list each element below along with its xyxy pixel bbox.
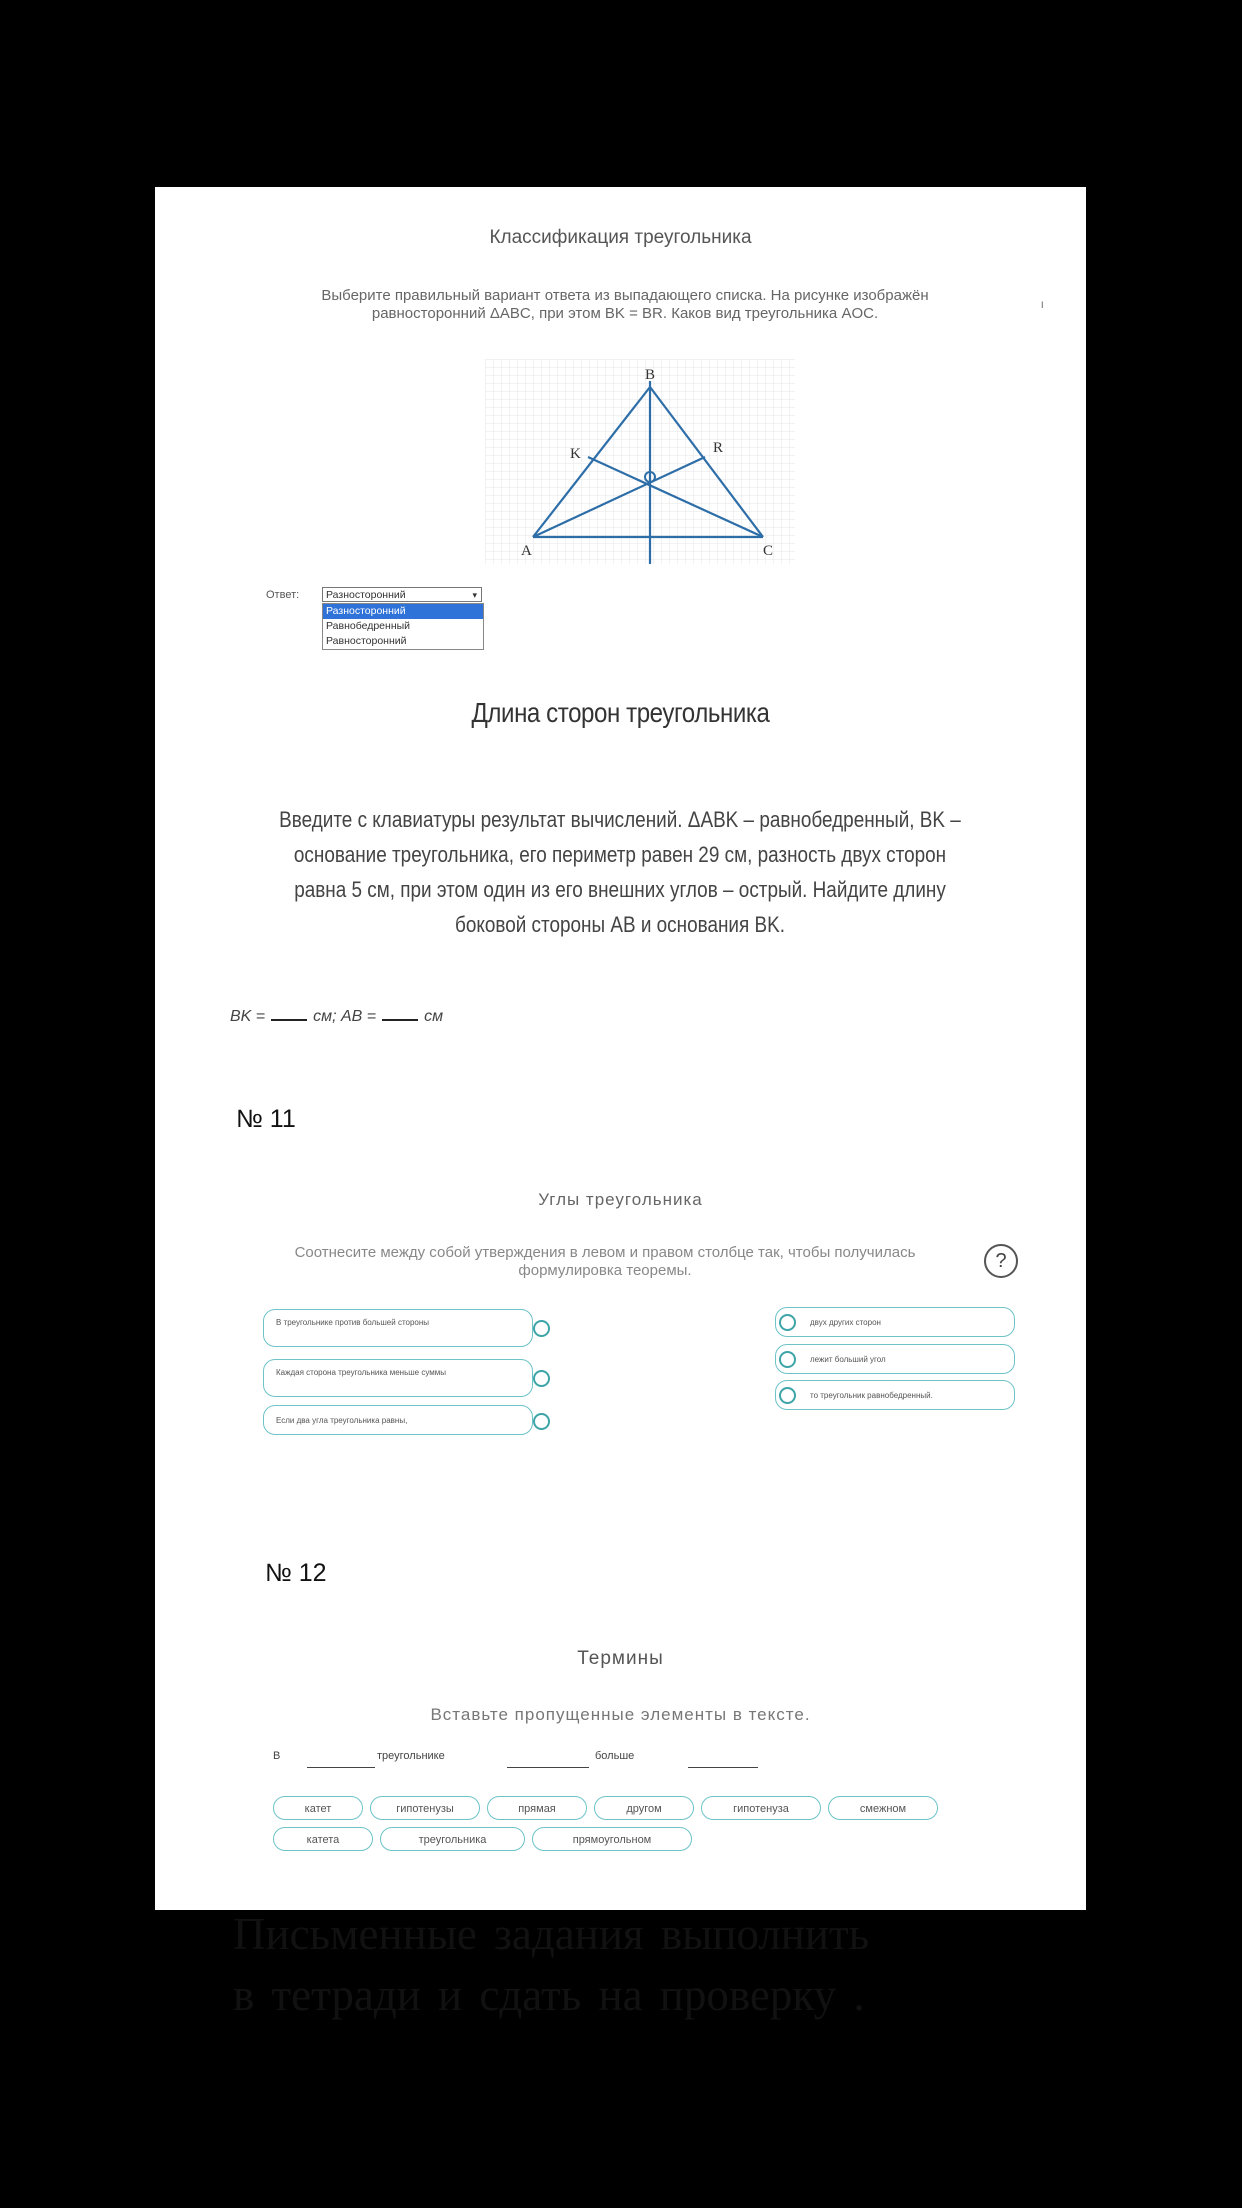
sentence-word: больше	[595, 1750, 635, 1762]
dropdown-option[interactable]: Равнобедренный	[326, 620, 411, 632]
bk-label: BK =	[230, 1008, 266, 1025]
classification-question: Выберите правильный вариант ответа из выпадающего списка. На рисунке изображён равносторонний ΔABC, при этом BK = BR. Каков вид треугольника AOC.	[321, 287, 929, 322]
dropdown-option[interactable]: Разносторонний	[323, 604, 483, 619]
right-statement-card[interactable]: то треугольник равнобедренный.	[775, 1380, 1015, 1410]
sides-answer-row	[230, 1008, 443, 1026]
bk-input[interactable]	[271, 1019, 307, 1021]
right-statement-card[interactable]: лежит больший угол	[775, 1344, 1015, 1374]
task-12-title: Термины	[577, 1648, 664, 1669]
label-c: C	[763, 543, 774, 559]
left-statement-card[interactable]: Если два угла треугольника равны,	[263, 1405, 533, 1435]
term-chip[interactable]: гипотенузы	[370, 1796, 480, 1820]
task-12-question: Вставьте пропущенные элементы в тексте.	[430, 1705, 811, 1724]
term-chip[interactable]: другом	[594, 1796, 694, 1820]
classification-title: Классификация треугольника	[489, 227, 752, 248]
page-sheet	[155, 187, 1086, 2020]
help-icon[interactable]: ?	[984, 1244, 1018, 1278]
triangle-figure	[485, 359, 795, 564]
sentence-word: треугольнике	[377, 1750, 445, 1762]
figure-grid	[485, 359, 795, 564]
task-12-number: № 12	[265, 1559, 327, 1587]
term-chip[interactable]: гипотенуза	[701, 1796, 821, 1820]
right-connector-dot[interactable]	[779, 1351, 796, 1368]
blank-slot[interactable]	[307, 1767, 375, 1768]
footer-line-1: Письменные задания выполнить	[233, 1909, 870, 1959]
sentence-word: В	[273, 1750, 281, 1762]
answer-dropdown-list	[322, 603, 484, 650]
label-r: R	[713, 440, 724, 456]
term-chip[interactable]: прямоугольном	[532, 1827, 692, 1851]
right-statement-card[interactable]: двух других сторон	[775, 1307, 1015, 1337]
left-statement-card[interactable]: В треугольнике против большей стороны	[263, 1309, 533, 1347]
answer-label: Ответ:	[266, 589, 300, 601]
task-11-question: Соотнесите между собой утверждения в левом и правом столбце так, чтобы получилась формулировка теоремы.	[294, 1244, 916, 1279]
left-connector-dot[interactable]	[533, 1320, 550, 1337]
cm-label: см	[424, 1008, 444, 1025]
label-k: K	[570, 446, 581, 462]
footer-line-2: в тетради и сдать на проверку .	[233, 1970, 865, 2020]
cm-ab-label: см; AB =	[313, 1008, 377, 1025]
right-connector-dot[interactable]	[779, 1314, 796, 1331]
right-connector-dot[interactable]	[779, 1387, 796, 1404]
answer-selected-value: Разносторонний	[326, 589, 406, 601]
left-statement-card[interactable]: Каждая сторона треугольника меньше суммы	[263, 1359, 533, 1397]
answer-select[interactable]	[322, 587, 482, 602]
label-a: A	[521, 543, 532, 559]
term-chip[interactable]: смежном	[828, 1796, 938, 1820]
label-b: B	[645, 367, 656, 383]
sides-title: Длина сторон треугольника	[471, 697, 770, 728]
blank-slot[interactable]	[507, 1767, 589, 1768]
term-chip[interactable]: катет	[273, 1796, 363, 1820]
dropdown-option[interactable]: Равносторонний	[326, 635, 407, 647]
chevron-down-icon: ▾	[472, 590, 477, 600]
left-connector-dot[interactable]	[533, 1370, 550, 1387]
left-connector-dot[interactable]	[533, 1413, 550, 1430]
task-11-number: № 11	[236, 1105, 296, 1133]
menu-icon[interactable]: ı	[1040, 297, 1044, 311]
term-chip[interactable]: катета	[273, 1827, 373, 1851]
sides-question: Введите с клавиатуры результат вычислений. ΔABK – равнобедренный, BK – основание треугольника, его периметр равен 29 см, разность двух сторон равна 5 см, при этом один из его внешних углов – острый. Найдите длину боковой стороны AB и основания BK.	[279, 807, 961, 937]
term-chip[interactable]: треугольника	[380, 1827, 525, 1851]
ab-input[interactable]	[382, 1019, 418, 1021]
footer-instruction	[233, 1904, 869, 2026]
task-11-title: Углы треугольника	[538, 1190, 703, 1209]
term-chip[interactable]: прямая	[487, 1796, 587, 1820]
blank-slot[interactable]	[688, 1767, 758, 1768]
